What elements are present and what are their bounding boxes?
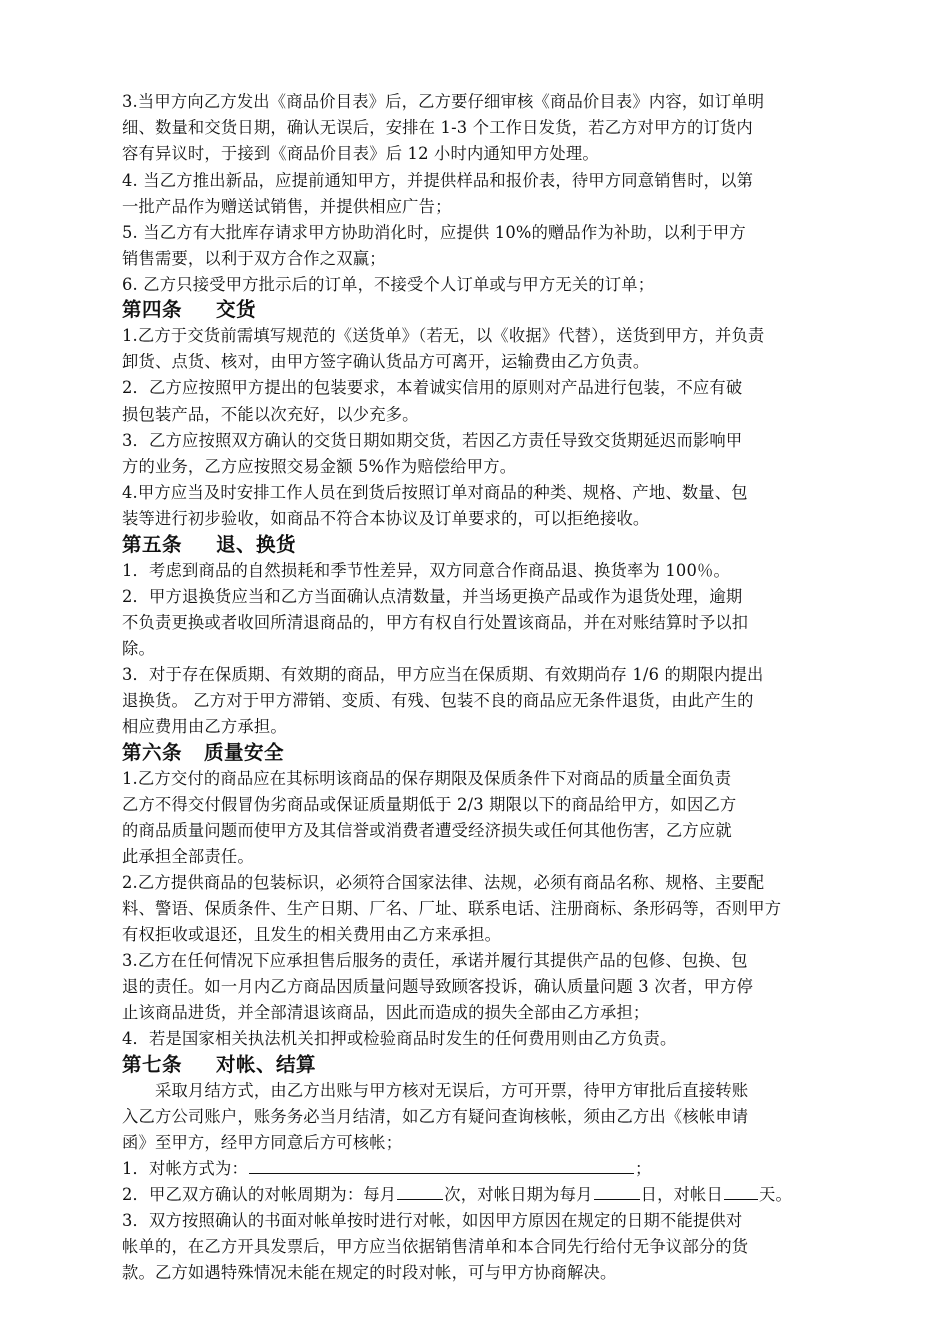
article-title: 质量安全 <box>204 741 285 764</box>
text-line: 一批产品作为赠送试销售，并提供相应广告； <box>122 197 452 216</box>
text-line: 不负责更换或者收回所清退商品的，甲方有权自行处置该商品，并在对账结算时予以扣 <box>122 613 749 632</box>
period-text-d: 天。 <box>759 1185 792 1204</box>
text-line: 的商品质量问题而使甲方及其信誉或消费者遭受经济损失或任何其他伤害，乙方应就 <box>122 821 732 840</box>
article-5-heading <box>122 533 296 557</box>
article-number: 第五条 <box>122 533 183 556</box>
text-line: 损包装产品，不能以次充好，以少充多。 <box>122 405 419 424</box>
text-line: 退换货。 乙方对于甲方滞销、变质、有残、包装不良的商品应无条件退货，由此产生的 <box>122 691 754 710</box>
article-6-heading <box>122 741 284 765</box>
article-4-heading <box>122 298 256 322</box>
text-line: 4. 当乙方推出新品，应提前通知甲方，并提供样品和报价表，待甲方同意销售时，以第 <box>122 171 754 190</box>
method-end: ； <box>634 1159 652 1178</box>
period-duration-blank[interactable] <box>724 1184 758 1200</box>
article-number: 第六条 <box>122 741 183 764</box>
period-text-c: 日，对帐日 <box>640 1185 724 1204</box>
text-line: 3.乙方在任何情况下应承担售后服务的责任，承诺并履行其提供产品的包修、包换、包 <box>122 951 748 970</box>
text-line: 装等进行初步验收，如商品不符合本协议及订单要求的，可以拒绝接收。 <box>122 509 650 528</box>
text-line: 4.甲方应当及时安排工作人员在到货后按照订单对商品的种类、规格、产地、数量、包 <box>122 483 748 502</box>
text-line: 除。 <box>122 639 155 658</box>
text-line: 6. 乙方只接受甲方批示后的订单，不接受个人订单或与甲方无关的订单； <box>122 275 655 294</box>
text-line: 止该商品进货，并全部清退该商品，因此而造成的损失全部由乙方承担； <box>122 1003 650 1022</box>
text-line: 乙方不得交付假冒伪劣商品或保证质量期低于 2/3 期限以下的商品给甲方，如因乙方 <box>122 795 737 814</box>
text-line: 帐单的，在乙方开具发票后，甲方应当依据销售清单和本合同先行给付无争议部分的货 <box>122 1237 749 1256</box>
text-line: 相应费用由乙方承担。 <box>122 717 287 736</box>
article-7-heading <box>122 1053 316 1077</box>
text-line: 细、数量和交货日期，确认无误后，安排在 1-3 个工作日发货，若乙方对甲方的订货内 <box>122 118 753 137</box>
text-line: 5. 当乙方有大批库存请求甲方协助消化时，应提供 10%的赠品作为补助，以利于甲方 <box>122 223 746 242</box>
period-times-blank[interactable] <box>397 1184 443 1200</box>
article-title: 对帐、结算 <box>216 1053 317 1076</box>
text-line: 容有异议时，于接到《商品价目表》后 12 小时内通知甲方处理。 <box>122 144 599 163</box>
reconciliation-period-line <box>122 1184 792 1206</box>
text-line: 款。乙方如遇特殊情况未能在规定的时段对帐，可与甲方协商解决。 <box>122 1263 617 1282</box>
text-line: 1.乙方于交货前需填写规范的《送货单》（若无，以《收据》代替），送货到甲方，并负责 <box>122 326 765 345</box>
text-line: 2.乙方提供商品的包装标识，必须符合国家法律、法规，必须有商品名称、规格、主要配 <box>122 873 765 892</box>
article-number: 第七条 <box>122 1053 183 1076</box>
method-blank[interactable] <box>249 1158 634 1174</box>
reconciliation-method-line <box>122 1158 651 1180</box>
text-line: 函》至甲方，经甲方同意后方可核帐； <box>122 1133 403 1152</box>
article-title: 交货 <box>216 298 257 321</box>
text-line: 1．考虑到商品的自然损耗和季节性差异，双方同意合作商品退、换货率为 100％。 <box>122 561 730 580</box>
text-line: 4．若是国家相关执法机关扣押或检验商品时发生的任何费用则由乙方负责。 <box>122 1029 677 1048</box>
text-line: 2．乙方应按照甲方提出的包装要求，本着诚实信用的原则对产品进行包装，不应有破 <box>122 378 743 397</box>
period-day-blank[interactable] <box>594 1184 640 1200</box>
method-label: 1．对帐方式为： <box>122 1159 248 1178</box>
text-line: 3.当甲方向乙方发出《商品价目表》后，乙方要仔细审核《商品价目表》内容，如订单明 <box>122 92 765 111</box>
text-line: 销售需要，以利于双方合作之双赢； <box>122 249 386 268</box>
text-line: 此承担全部责任。 <box>122 847 254 866</box>
period-text-a: 2．甲乙双方确认的对帐周期为：每月 <box>122 1185 397 1204</box>
text-line: 3．对于存在保质期、有效期的商品，甲方应当在保质期、有效期尚存 1/6 的期限内提出 <box>122 665 764 684</box>
text-line: 采取月结方式，由乙方出账与甲方核对无误后，方可开票，待甲方审批后直接转账 <box>155 1081 749 1100</box>
text-line: 退的责任。如一月内乙方商品因质量问题导致顾客投诉，确认质量问题 3 次者，甲方停 <box>122 977 754 996</box>
period-text-b: 次，对帐日期为每月 <box>444 1185 593 1204</box>
text-line: 3．双方按照确认的书面对帐单按时进行对帐，如因甲方原因在规定的日期不能提供对 <box>122 1211 743 1230</box>
text-line: 有权拒收或退还，且发生的相关费用由乙方来承担。 <box>122 925 502 944</box>
text-line: 卸货、点货、核对，由甲方签字确认货品方可离开，运输费由乙方负责。 <box>122 352 650 371</box>
article-number: 第四条 <box>122 298 183 321</box>
text-line: 3．乙方应按照双方确认的交货日期如期交货，若因乙方责任导致交货期延迟而影响甲 <box>122 431 743 450</box>
text-line: 2．甲方退换货应当和乙方当面确认点清数量，并当场更换产品或作为退货处理，逾期 <box>122 587 743 606</box>
text-line: 料、警语、保质条件、生产日期、厂名、厂址、联系电话、注册商标、条形码等，否则甲方 <box>122 899 782 918</box>
text-line: 1.乙方交付的商品应在其标明该商品的保存期限及保质条件下对商品的质量全面负责 <box>122 769 732 788</box>
text-line: 方的业务，乙方应按照交易金额 5%作为赔偿给甲方。 <box>122 457 517 476</box>
article-title: 退、换货 <box>216 533 297 556</box>
text-line: 入乙方公司账户，账务务必当月结清，如乙方有疑问查询核帐，须由乙方出《核帐申请 <box>122 1107 749 1126</box>
